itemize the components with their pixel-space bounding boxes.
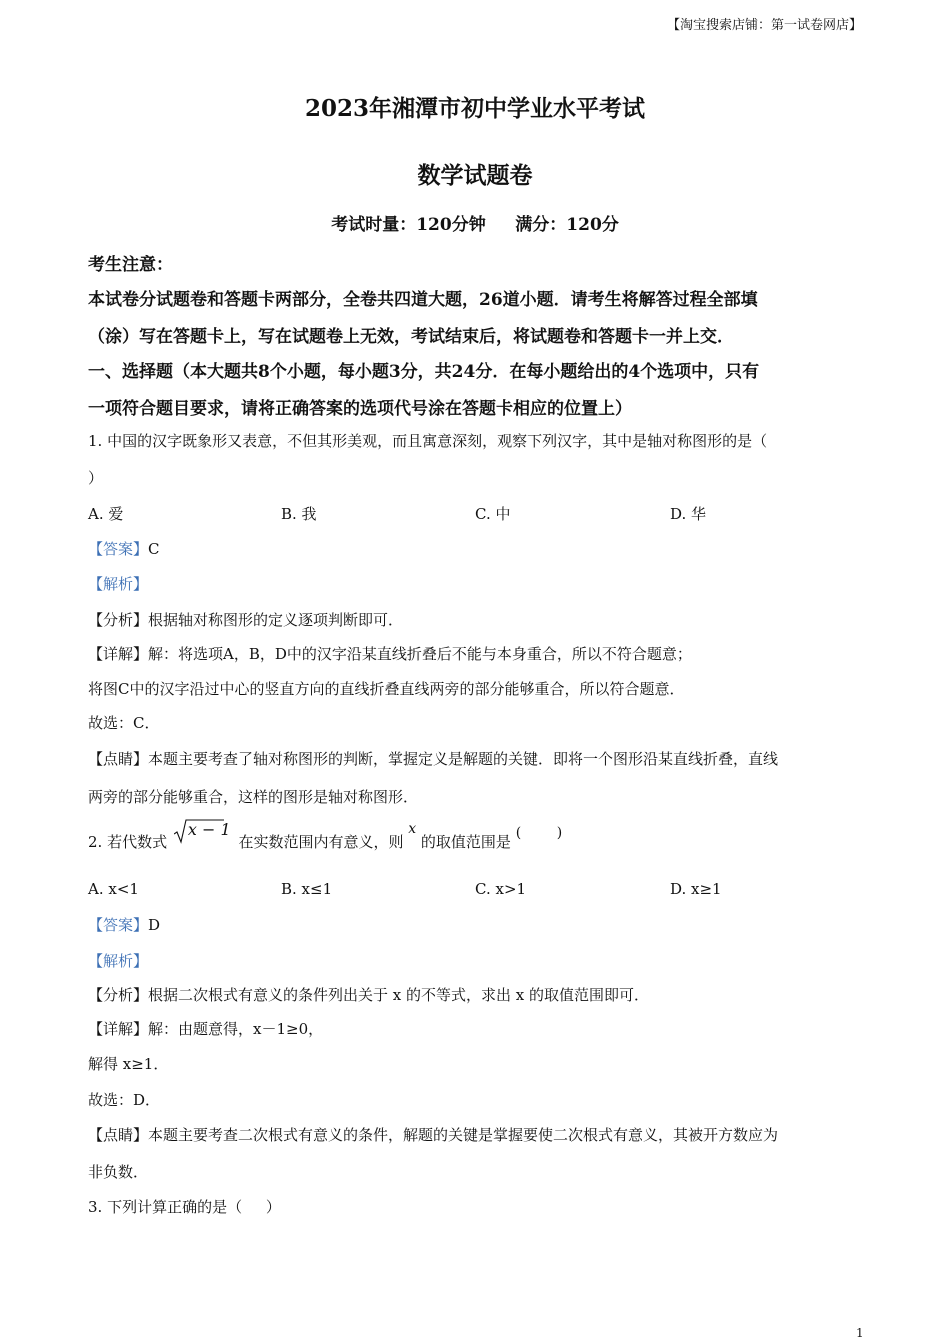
q2-answer	[88, 914, 160, 935]
notice-heading: 考生注意：	[88, 255, 173, 275]
q3-stem: 3. 下列计算正确的是（ ）	[88, 1198, 281, 1216]
sqrt-expression	[174, 820, 234, 839]
q1-dianjing-2: 两旁的部分能够重合，这样的图形是轴对称图形．	[88, 788, 419, 806]
notice-line-2: （涂）写在答题卡上，写在试题卷上无效，考试结束后，将试题卷和答题卡一并上交．	[88, 327, 734, 347]
q1-dianjing-1: 【点睛】本题主要考查了轴对称图形的判断，掌握定义是解题的关键．即将一个图形沿某直线折叠，直线	[88, 750, 779, 768]
q2-guxuan: 故选：D．	[88, 1091, 161, 1109]
q2-stem	[88, 820, 562, 852]
q2-xiangjie-1: 【详解】解：由题意得，x－1≥0，	[88, 1020, 324, 1038]
q2-stem-c: 的取值范围是	[420, 833, 511, 851]
q2-option-b: B. x≤1	[281, 880, 333, 898]
q1-guxuan: 故选：C．	[88, 714, 160, 732]
q1-option-b: B. 我	[281, 505, 317, 523]
q2-analysis-label: 【解析】	[88, 952, 149, 970]
q2-dianjing-2: 非负数．	[88, 1163, 149, 1181]
q1-option-c: C. 中	[475, 505, 511, 523]
q1-answer	[88, 538, 160, 559]
q1-option-a: A. 爱	[88, 505, 124, 523]
section-1-heading-line-2: 一项符合题目要求，请将正确答案的选项代号涂在答题卡相应的位置上）	[88, 399, 632, 419]
q2-dianjing-1: 【点睛】本题主要考查二次根式有意义的条件，解题的关键是掌握要使二次根式有意义，其被开方数应为	[88, 1126, 779, 1144]
notice-line-1: 本试卷分试题卷和答题卡两部分，全卷共四道大题，26道小题．请考生将解答过程全部填	[88, 290, 758, 310]
q2-xiangjie-2: 解得 x≥1．	[88, 1055, 169, 1073]
exam-subtitle: 数学试题卷	[417, 162, 533, 189]
q2-stem-b: 在实数范围内有意义，则	[238, 833, 404, 851]
q1-xiangjie-1: 【详解】解：将选项A，B，D中的汉字沿某直线折叠后不能与本身重合，所以不符合题意；	[88, 645, 692, 663]
exam-meta: 考试时量：120分钟 满分：120分	[331, 215, 619, 235]
q2-variable: x	[408, 821, 417, 837]
q2-option-d: D. x≥1	[670, 880, 722, 898]
q1-option-d: D. 华	[670, 505, 707, 523]
section-1-heading-line-1: 一、选择题（本大题共8个小题，每小题3分，共24分．在每小题给出的4个选项中，只有	[88, 362, 760, 382]
q2-stem-a: 2. 若代数式	[88, 833, 168, 851]
q2-option-c: C. x>1	[475, 880, 527, 898]
q1-analysis-label: 【解析】	[88, 575, 149, 593]
q1-stem-line-2: ）	[88, 469, 104, 487]
q1-stem-line-1: 1. 中国的汉字既象形又表意，不但其形美观，而且寓意深刻，观察下列汉字，其中是轴对称图形的是（	[88, 432, 768, 450]
q2-paren: ( )	[515, 825, 563, 841]
q2-answer-value: D	[148, 916, 161, 934]
q1-answer-value: C	[148, 540, 160, 558]
q1-xiangjie-2: 将图C中的汉字沿过中心的竖直方向的直线折叠直线两旁的部分能够重合，所以符合题意．	[88, 680, 685, 698]
exam-title: 2023年湘潭市初中学业水平考试	[304, 95, 645, 122]
q2-fenxi: 【分析】根据二次根式有意义的条件列出关于 x 的不等式，求出 x 的取值范围即可．	[88, 986, 649, 1004]
shop-note: 【淘宝搜索店铺：第一试卷网店】	[666, 18, 862, 33]
radicand: x − 1	[187, 820, 231, 839]
answer-label: 【答案】	[88, 540, 149, 558]
radical-sign-icon	[174, 818, 224, 844]
q1-fenxi: 【分析】根据轴对称图形的定义逐项判断即可．	[88, 611, 404, 629]
page-number: 1	[856, 1326, 864, 1340]
q2-option-a: A. x<1	[88, 880, 139, 898]
answer-label: 【答案】	[88, 916, 149, 934]
